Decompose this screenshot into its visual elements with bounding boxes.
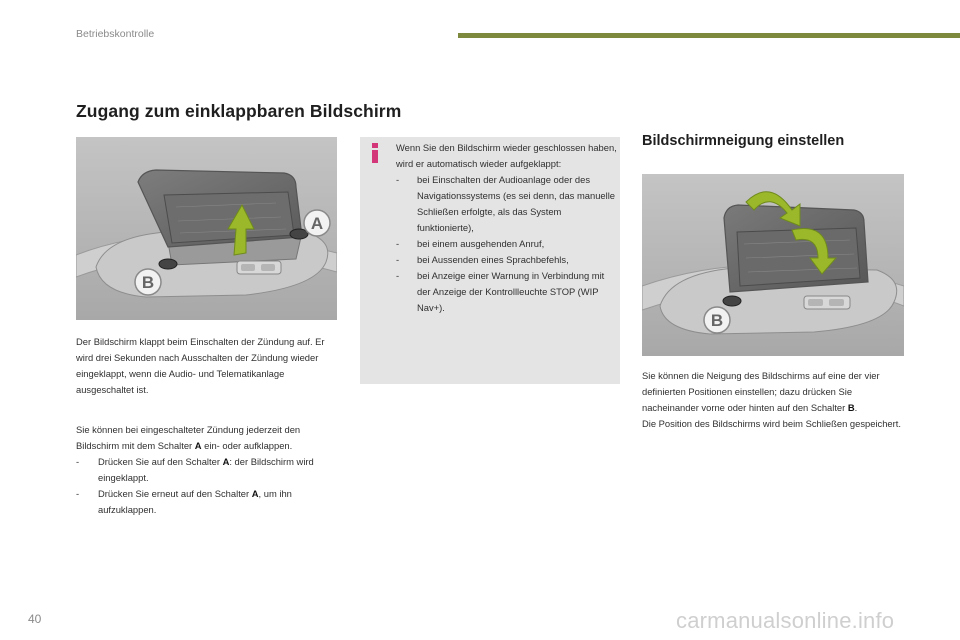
list-item-text: : der Bildschirm wird eingeklappt.	[98, 456, 314, 483]
switch-text-part1: Sie können bei eingeschalteter Zündung jederzeit den Bildschirm mit dem Schalter	[76, 424, 301, 451]
list-dash: -	[396, 238, 400, 249]
label-b: B	[141, 273, 155, 292]
list-item-text: Drücken Sie erneut auf den Schalter	[98, 488, 252, 499]
tilt-section-title: Bildschirmneigung einstellen	[642, 133, 845, 149]
switch-key-b: B	[847, 402, 855, 413]
switch-key-a: A	[251, 488, 259, 499]
info-icon	[368, 143, 382, 163]
list-dash: -	[396, 174, 400, 185]
watermark: carmanualsonline.info	[676, 608, 895, 633]
list-dash: -	[396, 254, 400, 265]
list-item-text: , um ihn aufzuklappen.	[98, 488, 292, 515]
list-dash: -	[396, 270, 400, 281]
info-item-text: bei Einschalten der Audioanlage oder des Navigationssystems (es sei denn, das manuelle Schließen erfolgte, als das System funktionierte),	[417, 174, 616, 233]
info-text	[396, 140, 618, 316]
list-dash: -	[76, 456, 80, 467]
info-intro: Wenn Sie den Bildschirm wieder geschlossen haben, wird er automatisch wieder aufgeklappt:	[396, 142, 617, 169]
illustration-display-tilt	[642, 174, 904, 356]
info-item-text: bei Anzeige einer Warnung in Verbindung mit der Anzeige der Kontrollleuchte STOP (WIP Nav+).	[417, 270, 605, 313]
page-title: Zugang zum einklappbaren Bildschirm	[76, 101, 402, 121]
info-item	[396, 252, 618, 268]
switch-paragraph	[76, 422, 341, 518]
label-b: B	[710, 311, 724, 330]
switch-text-part2: ein- oder aufklappen.	[201, 440, 293, 451]
list-item	[76, 454, 341, 486]
tilt-text-part3: Die Position des Bildschirms wird beim Schließen gespeichert.	[642, 418, 901, 429]
header-accent-bar	[458, 33, 960, 38]
info-item	[396, 172, 618, 236]
info-item	[396, 268, 618, 316]
info-item-text: bei Aussenden eines Sprachbefehls,	[417, 254, 569, 265]
switch-key-a: A	[194, 440, 202, 451]
info-item-text: bei einem ausgehenden Anruf,	[417, 238, 545, 249]
list-item	[76, 486, 341, 518]
section-label: Betriebskontrolle	[76, 28, 155, 40]
info-item	[396, 236, 618, 252]
page-number: 40	[28, 612, 42, 626]
list-dash: -	[76, 488, 80, 499]
switch-key-a: A	[222, 456, 230, 467]
tilt-text-part2: .	[854, 402, 858, 413]
list-item-text: Drücken Sie auf den Schalter	[98, 456, 223, 467]
intro-paragraph: Der Bildschirm klappt beim Einschalten der Zündung auf. Er wird drei Sekunden nach Ausschalten der Zündung wieder eingeklappt, wenn die Audio- und Telematikanlage ausgeschaltet ist.	[76, 336, 325, 395]
tilt-text-part1: Sie können die Neigung des Bildschirms auf eine der vier definierten Positionen einstellen; dazu drücken Sie nacheinander vorne oder hinten auf den Schalter	[642, 370, 880, 413]
illustration-display-switch-a	[76, 137, 337, 320]
tilt-paragraph	[642, 368, 910, 432]
label-a: A	[310, 214, 324, 233]
